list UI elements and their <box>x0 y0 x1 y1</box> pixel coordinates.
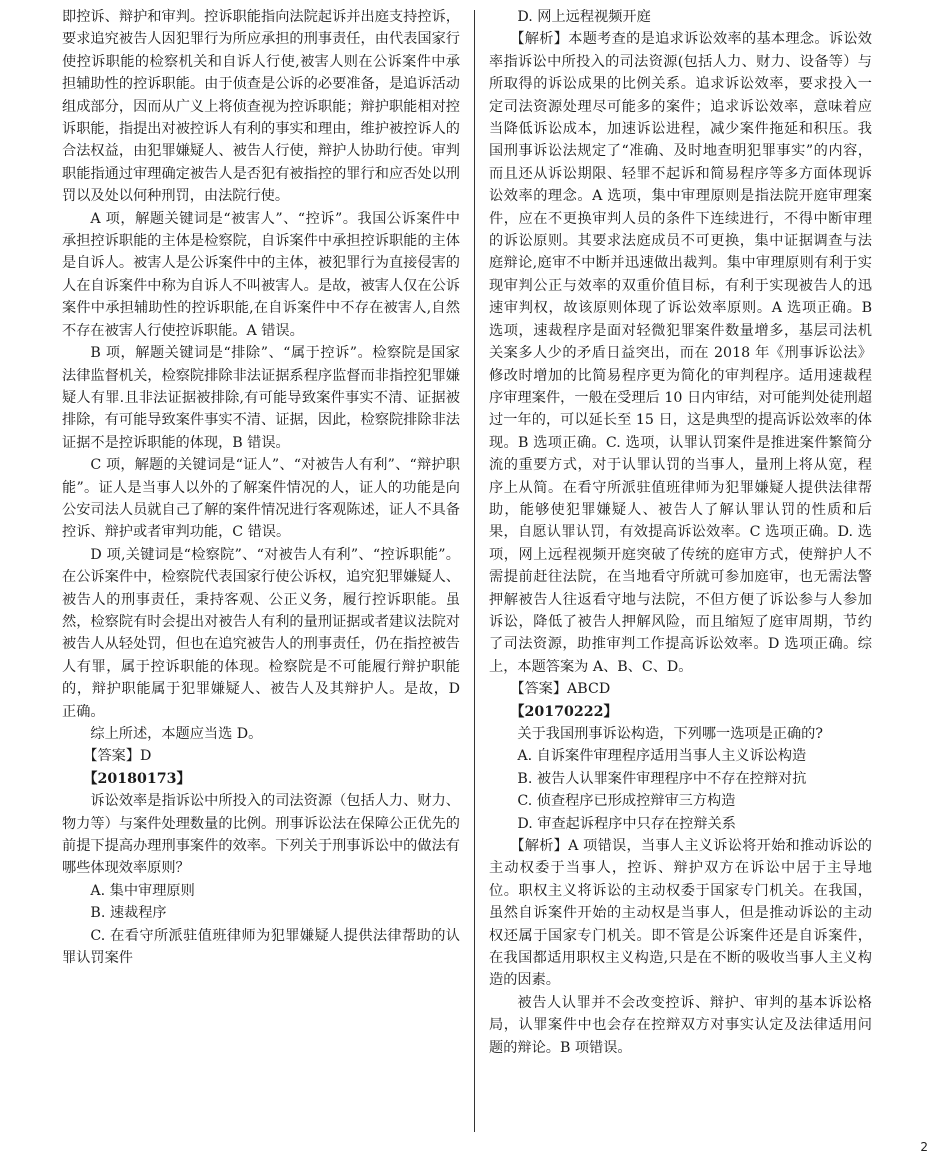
column-divider <box>474 10 475 1132</box>
right-column-paragraph: 【答案】ABCD <box>510 681 611 698</box>
right-column-paragraph: 【解析】本题考查的是追求诉讼效率的基本理念。诉讼效率指诉讼中所投入的司法资源(包括人力、财力、设备等）与所取得的诉讼成果的比例关系。追求诉讼效率，要求投入一定司法资源处理尽可能多的案件；追求诉讼效率，意味着应当降低诉讼成本，加速诉讼进程，减少案件拖延和积压。我国刑事诉讼法规定了“准确、及时地查明犯罪事实”的内容，而且还从诉讼期限、轻罪不起诉和简易程序等多方面体现诉讼效率的理念。A 选项，集中审理原则是指法院开庭审理案件，应在不更换审判人员的条件下连续进行，不得中断审理的诉讼原则。其要求法庭成员不可更换，集中证据调查与法庭辩论,庭审不中断并迅速做出裁判。集中审理原则有利于实现审判公正与效率的双重价值目标，有利于实现被告人的迅速审判权，故该原则体现了诉讼效率原则。A 选项正确。B 选项，速裁程序是面对轻微犯罪案件数量增多，基层司法机关案多人少的矛盾日益突出，而在 2018 年《刑事诉讼法》修改时增加的比简易程序更为简化的审判程序。适用速裁程序审理案件，一般在受理后 10 日内审结，对可能判处徒刑超过一年的，可以延长至 15 日，这是典型的提高诉讼效率的体现。B 选项正确。C. 选项，认罪认罚案件是推进案件繁简分流的重要方式，对于认罪认罚的当事人，量刑上将从宽，程序上从简。在看守所派驻值班律师为犯罪嫌疑人提供法律帮助，能够使犯罪嫌疑人、被告人了解认罪认罚的性质和后果，自愿认罪认罚，有效提高诉讼效率。C 选项正确。D. 选项，网上远程视频开庭突破了传统的庭审方式，使辩护人不需提前赶往法院，在当地看守所就可参加庭审，也无需法警押解被告人往返看守地与法院，不但方便了诉讼参与人参加诉讼，降低了被告人押解风险，而且缩短了庭审周期，节约了司法资源，助推审判工作提高诉讼效率。D 选项正确。综上，本题答案为 A、B、C、D。 <box>489 31 872 675</box>
right-column-paragraph: D. 网上远程视频开庭 <box>517 9 651 25</box>
left-column-paragraph: B 项，解题关键词是“排除”、“属于控诉”。检察院是国家法律监督机关，检察院排除非法证据系程序监督而非指控犯罪嫌疑人有罪.且非法证据被排除,有可能导致案件事实不清、证据被排除，有可能导致案件事实不清、证据，因此，检察院排除非法证据不是控诉职能的体现，B 错误。 <box>62 345 460 451</box>
left-column-paragraph: B. 速裁程序 <box>90 905 167 922</box>
left-column-paragraph: C. 在看守所派驻值班律师为犯罪嫌疑人提供法律帮助的认罪认罚案件 <box>62 927 460 967</box>
right-column-paragraph: A. 自诉案件审理程序适用当事人主义诉讼构造 <box>517 748 807 765</box>
right-column-paragraph: 关于我国刑事诉讼构造，下列哪一选项是正确的? <box>517 726 823 742</box>
left-column-paragraph: A. 集中审理原则 <box>90 882 195 899</box>
left-column-paragraph: A 项，解题关键词是“被害人”、“控诉”。我国公诉案件中承担控诉职能的主体是检察院，自诉案件中承担控诉职能的主体是自诉人。被害人是公诉案件中的主体，被犯罪行为直接侵害的人在自诉案件中称为自诉人不叫被害人。是故，被害人仅在公诉案件中承担辅助性的控诉职能,在自诉案件中不存在被害人,自然不存在被害人行使控诉职能。A 错误。 <box>62 210 460 339</box>
left-column-paragraph: D 项,关键词是“检察院”、“对被告人有利”、“控诉职能”。在公诉案件中，检察院代表国家行使公诉权，追究犯罪嫌疑人、被告人的刑事责任，秉持客观、公正义务，履行控诉职能。虽然，检察院有时会提出对被告人有利的量刑证据或者建议法院对被告人从轻处罚，但也在追究被告人的刑事责任，仍在指控被告人有罪，属于控诉职能的体现。检察院是不可能履行辩护职能的，辩护职能属于犯罪嫌疑人、被告人及其辩护人。是故，D 正确。 <box>62 546 460 720</box>
left-column-paragraph: 即控诉、辩护和审判。控诉职能指向法院起诉并出庭支持控诉，要求追究被告人因犯罪行为所应承担的刑事责任，由代表国家行使控诉职能的检察机关和自诉人行使,被害人则在公诉案件中承担辅助性的控诉职能。由于侦查是公诉的必要准备，是追诉活动组成部分，因而从广义上将侦查视为控诉职能；辩护职能相对控诉职能，指提出对被控诉人有利的事实和理由，维护被控诉人的合法权益，由犯罪嫌疑人、被告人行使，辩护人协助行使。审判职能指通过审理确定被告人是否犯有被指控的罪行和应否处以刑罚以及处以何种刑罚，由法院行使。 <box>62 9 460 205</box>
left-column-paragraph: C 项，解题的关键词是“证人”、“对被告人有利”、“辩护职能”。证人是当事人以外的了解案件情况的人，证人的功能是向公安司法人员就自己了解的案件情况进行客观陈述，证人不具备控诉、辩护或者审判功能，C 错误。 <box>62 457 460 541</box>
right-column-paragraph: C. 侦查程序已形成控辩审三方构造 <box>517 793 736 810</box>
left-column <box>62 6 460 1136</box>
right-column-paragraph: 被告人认罪并不会改变控诉、辩护、审判的基本诉讼格局，认罪案件中也会存在控辩双方对事实认定及法律适用问题的辩论。B 项错误。 <box>489 994 872 1056</box>
right-column-paragraph: 【解析】A 项错误，当事人主义诉讼将开始和推动诉讼的主动权委于当事人，控诉、辩护双方在诉讼中居于主导地位。职权主义将诉讼的主动权委于国家专门机关。在我国，虽然自诉案件开始的主动权是当事人，但是推动诉讼的主动权还属于国家专门机关。即不管是公诉案件还是自诉案件，在我国都适用职权主义构造,只是在不断的吸收当事人主义构造的因素。 <box>489 838 872 989</box>
right-column-paragraph: D. 审查起诉程序中只存在控辩关系 <box>517 815 736 832</box>
right-column <box>489 6 872 1136</box>
right-column-paragraph: 【20170222】 <box>510 703 618 720</box>
page-number: 2 <box>920 1140 928 1154</box>
right-column-paragraph: B. 被告人认罪案件审理程序中不存在控辩对抗 <box>517 770 807 787</box>
left-column-paragraph: 综上所述，本题应当选 D。 <box>90 726 263 742</box>
left-column-paragraph: 【答案】D <box>83 748 152 765</box>
left-column-paragraph: 诉讼效率是指诉讼中所投入的司法资源（包括人力、财力、物力等）与案件处理数量的比例。刑事诉讼法在保障公正优先的前提下提高办理刑事案件的效率。下列关于刑事诉讼中的做法有哪些体现效率原则？ <box>62 793 460 877</box>
left-column-paragraph: 【20180173】 <box>83 770 191 787</box>
